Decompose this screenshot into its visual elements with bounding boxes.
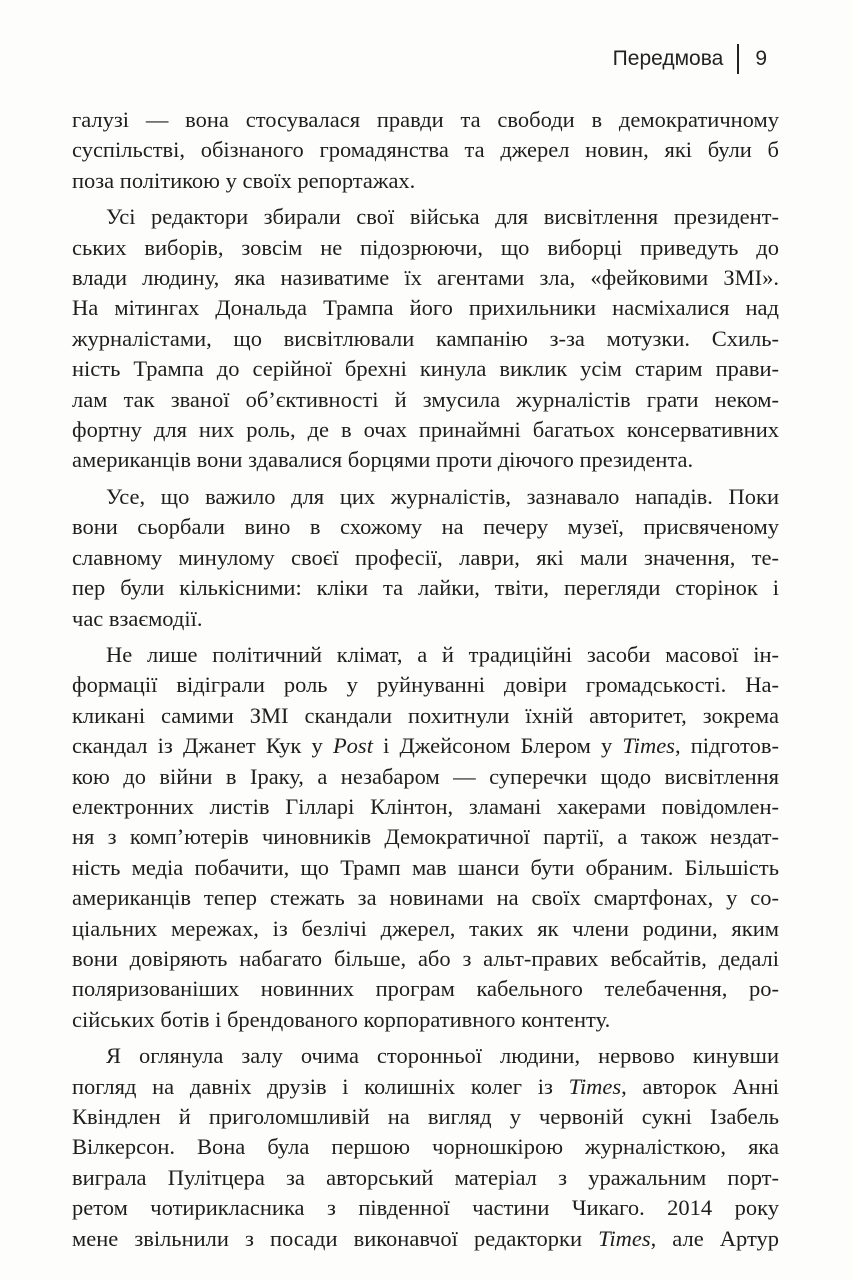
text-run: славному минулому своєї професії, лаври, які мали значення, те-: [72, 544, 779, 570]
text-run: формації відіграли роль у руйнуванні довіри громадськості. На-: [72, 672, 779, 698]
text-line: [72, 1041, 779, 1071]
paragraph: [72, 1041, 779, 1254]
text-line: [72, 202, 779, 232]
text-line: [72, 670, 779, 700]
text-line: [72, 701, 779, 731]
text-run: ність медіа побачити, що Трамп мав шанси бути обраним. Більшість: [72, 854, 779, 880]
text-run: Усі редактори збирали свої війська для висвітлення президент-: [106, 204, 779, 230]
text-line: [72, 853, 779, 883]
text-line: [72, 1224, 779, 1254]
text-run: Вілкерсон. Вона була першою чорношкірою журналісткою, яка: [72, 1134, 779, 1160]
text-run: виграла Пулітцера за авторський матеріал з уражальним порт-: [72, 1164, 779, 1190]
text-run: американців вони здавалися борцями проти діючого президента.: [72, 447, 694, 473]
text-run: кликані самими ЗМІ скандали похитнули їхній авторитет, зокрема: [72, 702, 779, 728]
text-line: [72, 105, 779, 135]
italic-title: Times: [568, 1073, 622, 1099]
text-line: [72, 543, 779, 573]
text-line: [72, 1132, 779, 1162]
text-run: пер були кількісними: кліки та лайки, твіти, перегляди сторінок і: [72, 575, 779, 601]
text-line: [72, 385, 779, 415]
text-run: , підготов-: [674, 733, 779, 759]
text-line: [72, 944, 779, 974]
paragraph: [72, 640, 779, 1035]
text-line: [72, 1193, 779, 1223]
paragraph: [72, 105, 779, 196]
italic-title: Times: [622, 733, 675, 759]
text-run: погляд на давніх друзів і колишніх колег із: [72, 1073, 569, 1099]
text-line: [72, 573, 779, 603]
text-run: скандал із Джанет Кук у: [72, 733, 333, 759]
text-run: , але Артур: [650, 1225, 779, 1251]
text-line: [72, 324, 779, 354]
text-line: [72, 822, 779, 852]
text-run: лам так званої об’єктивності й змусила журналістів грати неком-: [72, 386, 779, 412]
text-run: сійських ботів і брендованого корпоративного контенту.: [72, 1006, 611, 1032]
text-run: поза політикою у своїх репортажах.: [72, 167, 416, 193]
text-run: влади людину, яка називатиме їх агентами зла, «фейковими ЗМІ».: [72, 265, 779, 291]
text-line: [72, 1102, 779, 1132]
text-run: Квіндлен й приголомшливій на вигляд у червоній сукні Ізабель: [72, 1104, 779, 1129]
text-line: [72, 354, 779, 384]
header-divider: [737, 44, 739, 74]
text-run: ня з комп’ютерів чиновників Демократичної партії, а також нездат-: [72, 824, 779, 850]
italic-title: Times: [598, 1225, 651, 1251]
text-line: [72, 512, 779, 542]
body-text: [72, 105, 779, 1254]
text-line: [72, 415, 779, 445]
paragraph: [72, 202, 779, 476]
italic-title: Post: [332, 733, 373, 759]
text-run: вони довіряють набагато більше, або з альт-правих вебсайтів, дедалі: [72, 945, 779, 971]
text-line: [72, 1072, 779, 1102]
text-line: [72, 233, 779, 263]
text-run: суспільстві, обізнаного громадянства та джерел новин, які були б: [72, 137, 779, 163]
text-run: американців тепер стежать за новинами на своїх смартфонах, у со-: [72, 885, 779, 911]
text-run: На мітингах Дональда Трампа його прихильники насміхалися над: [72, 295, 779, 321]
text-run: галузі — вона стосувалася правди та свободи в демократичному: [72, 107, 779, 132]
text-line: [72, 762, 779, 792]
text-line: [72, 640, 779, 670]
text-run: час взаємодії.: [72, 605, 203, 631]
text-run: електронних листів Гілларі Клінтон, зламані хакерами повідомлен-: [72, 793, 779, 819]
paragraph: [72, 482, 779, 634]
text-run: фортну для них роль, де в очах принаймні багатьох консервативних: [72, 417, 779, 443]
text-line: [72, 135, 779, 165]
text-line: [72, 1163, 779, 1193]
running-head: [613, 44, 767, 74]
text-run: вони сьорбали вино в схожому на печеру музеї, присвяченому: [72, 514, 779, 540]
text-line: [72, 482, 779, 512]
page-number: 9: [755, 47, 767, 70]
section-title: Передмова: [612, 47, 724, 70]
text-line: [72, 731, 779, 761]
text-run: і Джейсоном Блером у: [372, 733, 623, 759]
text-line: [72, 166, 779, 196]
text-run: ретом чотирикласника з південної частини Чикаго. 2014 року: [72, 1195, 779, 1221]
text-line: [72, 445, 779, 475]
text-run: , авторок Анні: [621, 1073, 779, 1099]
text-run: мене звільнили з посади виконавчої редакторки: [72, 1225, 599, 1251]
text-run: Усе, що важило для цих журналістів, зазнавало нападів. Поки: [106, 483, 779, 509]
text-line: [72, 293, 779, 323]
text-line: [72, 914, 779, 944]
text-run: журналістами, що висвітлювали кампанію з-за мотузки. Схиль-: [72, 325, 779, 351]
text-run: поляризованіших новинних програм кабельного телебачення, ро-: [72, 976, 779, 1002]
text-line: [72, 604, 779, 634]
text-run: Я оглянула залу очима сторонньої людини, нервово кинувши: [106, 1043, 779, 1069]
text-line: [72, 974, 779, 1004]
text-line: [72, 263, 779, 293]
text-line: [72, 883, 779, 913]
text-run: ських виборів, зовсім не підозрюючи, що виборці приведуть до: [72, 234, 779, 260]
text-run: ціальних мережах, із безлічі джерел, таких як члени родини, яким: [72, 915, 779, 941]
text-line: [72, 792, 779, 822]
text-run: кою до війни в Іраку, а незабаром — суперечки щодо висвітлення: [72, 763, 779, 789]
text-run: ність Трампа до серійної брехні кинула виклик усім старим прави-: [72, 356, 779, 382]
text-line: [72, 1005, 779, 1035]
text-run: Не лише політичний клімат, а й традиційні засоби масової ін-: [106, 641, 779, 667]
